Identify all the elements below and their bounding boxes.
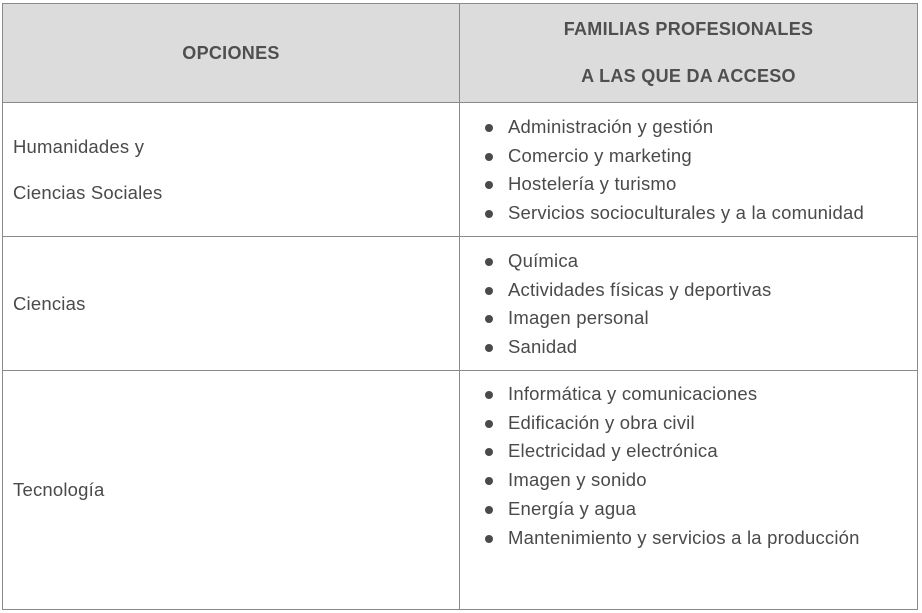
family-label: Sanidad: [508, 336, 578, 358]
table-header-row: [3, 4, 918, 103]
list-item: [485, 142, 917, 171]
table-row: [3, 103, 918, 237]
family-label: Servicios socioculturales y a la comunidad: [508, 202, 864, 224]
header-options-label: OPCIONES: [182, 42, 280, 63]
families-list: [460, 380, 917, 552]
family-label: Actividades físicas y deportivas: [508, 278, 772, 300]
family-label: Informática y comunicaciones: [508, 383, 758, 404]
family-label: Hostelería y turismo: [508, 173, 677, 195]
table-row: [3, 237, 918, 371]
list-item: [485, 380, 917, 409]
header-families-line2: A LAS QUE DA ACCESO: [581, 66, 796, 86]
list-item: [485, 524, 917, 553]
header-families: [460, 4, 918, 103]
options-table: [2, 3, 918, 610]
list-item: [485, 437, 917, 466]
bullet-icon: [485, 124, 493, 132]
families-cell-humanidades: [460, 103, 918, 237]
list-item: [485, 113, 917, 142]
table-row: [3, 371, 918, 610]
family-label: Edificación y obra civil: [508, 411, 695, 433]
family-label: Imagen personal: [508, 307, 649, 329]
list-item: [485, 495, 917, 524]
list-item: [485, 170, 917, 199]
family-label: Imagen y sonido: [508, 469, 647, 491]
bullet-icon: [485, 315, 493, 323]
family-label: Administración y gestión: [508, 116, 714, 137]
list-item: [485, 304, 917, 333]
options-table-container: [2, 3, 917, 609]
family-label: Comercio y marketing: [508, 144, 692, 166]
option-label-line2: Ciencias Sociales: [13, 181, 163, 203]
list-item: [485, 333, 917, 362]
family-label: Electricidad y electrónica: [508, 440, 718, 462]
bullet-icon: [485, 153, 493, 161]
option-cell-tecnologia: [3, 371, 460, 610]
option-cell-ciencias: [3, 237, 460, 371]
list-item: [485, 247, 917, 276]
families-cell-ciencias: [460, 237, 918, 371]
bullet-icon: [485, 391, 493, 399]
bullet-icon: [485, 210, 493, 218]
families-list: [460, 113, 917, 228]
bullet-icon: [485, 344, 493, 352]
bullet-icon: [485, 535, 493, 543]
header-options: [3, 4, 460, 103]
option-label-line1: Ciencias: [13, 292, 86, 314]
bullet-icon: [485, 181, 493, 189]
family-label: Química: [508, 250, 579, 271]
bullet-icon: [485, 448, 493, 456]
bullet-icon: [485, 506, 493, 514]
list-item: [485, 466, 917, 495]
families-list: [460, 247, 917, 362]
option-label-line1: Humanidades y: [13, 135, 145, 157]
family-label: Energía y agua: [508, 497, 637, 519]
families-cell-tecnologia: [460, 371, 918, 610]
list-item: [485, 276, 917, 305]
bullet-icon: [485, 420, 493, 428]
bullet-icon: [485, 287, 493, 295]
header-families-line1: FAMILIAS PROFESIONALES: [563, 19, 814, 39]
list-item: [485, 409, 917, 438]
list-item: [485, 199, 917, 228]
option-cell-humanidades: [3, 103, 460, 237]
bullet-icon: [485, 258, 493, 266]
bullet-icon: [485, 477, 493, 485]
option-label-line1: Tecnología: [13, 479, 105, 500]
family-label: Mantenimiento y servicios a la producción: [508, 526, 860, 548]
